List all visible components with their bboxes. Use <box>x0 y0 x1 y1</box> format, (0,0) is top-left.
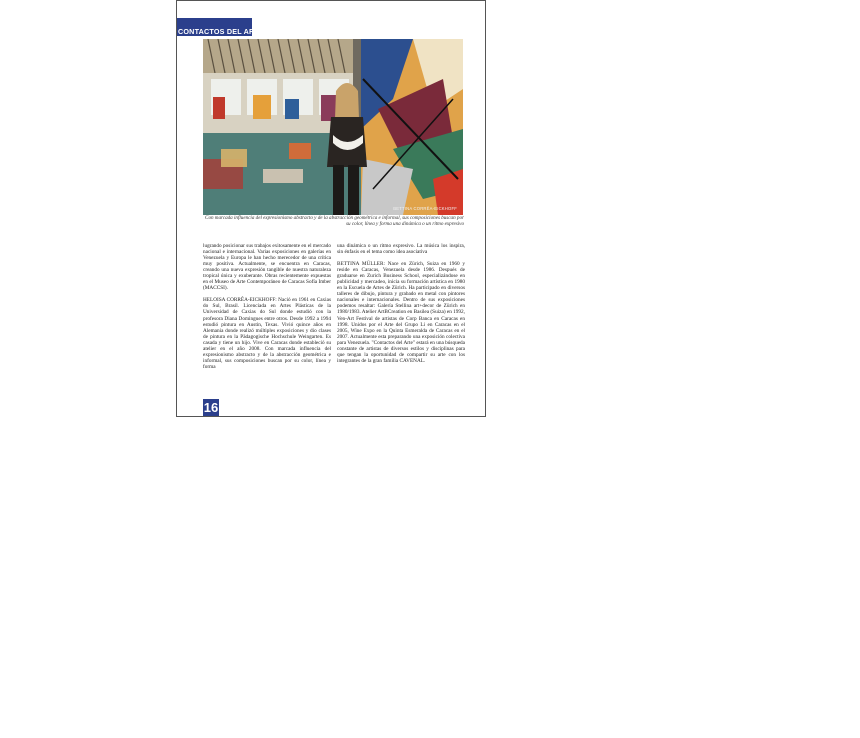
paragraph: HELOISA CORRÊA-EICKHOFF: Nació en 1961 en Caxias do Sul, Brasil. Licenciada en Artes Plásticas de la Universidad de Caxias do Sul donde estudió con la profesora Diana Domingues entre otros. Desde 1992 a 1994 estudió pintura en Austin, Texas. Vivió quince años en Alemania donde realizó múltiples exposiciones y dio clases de pintura en la Pädagogische Hochschule Weingarten. Es casada y tiene un hijo. Vive en Caracas donde estableció su atelier en el año 2008. Con marcada influencia del expresionismo abstracto y de la abstracción geométrica e informal, sus composiciones buscan por su color, línea y forma <box>203 297 331 370</box>
section-header <box>177 18 264 36</box>
paragraph: BETTINA MÜLLER: Nace en Zürich, Suiza en 1960 y reside en Caracas, Venezuela desde 1986. Después de graduarse en Zurich Business School, especializándose en publicidad y mercadeo, inicia su formación artística en 1980 en la Escuela de Artes de Zürich. Ha participado en diversos talleres de dibujo, pintura y grabado en metal con pintores nacionales e internacionales. Dentro de sus exposiciones podemos resaltar: Galería Stellina art+decor de Zürich en 1980/1983. Atelier ArtBCreation en Basilea (Suiza) en 1992, Ven-Art Festival de artistas de Corp Banca en Caracas en 1998. Unidos por el Arte del Grupo Li en Caracas en el 2005, Wine Expo en la Quinta Esmeralda de Caracas en el 2007. Actualmente esta preparando una exposición colectiva para Venezuela. "Contactos del Arte" estará en una búsqueda constante de artistas de diversos estilos y disciplinas para que tengan la oportunidad de compartir su arte con los integrantes de la gran familia CAVENAL. <box>337 261 465 364</box>
section-label: CONTACTOS DEL ARTE <box>178 27 264 36</box>
artist-photo <box>203 39 463 215</box>
photo-caption: Con marcada influencia del expresionismo abstracto y de la abstracción geométrica e informal, sus composiciones buscan por su color, línea y forma una dinámica o un ritmo expresivo <box>205 215 464 228</box>
left-column <box>203 243 331 376</box>
paragraph: una dinámica o un ritmo expresivo. La música los inspira, sin énfasis en el tema como idea asociativa <box>337 243 465 256</box>
paragraph: lugrando posicionar sus trabajos exitosamente en el mercado nacional e internacional. Varias exposiciones en galerías en Venezuela y Europa le han hecho merecedor de una crítica muy positiva. Actualmente, se encuentra en Caracas, creando una nueva expresión tangible de nuestra naturaleza tropical única y exuberante. Obras recientemente expuestas en el Museo de Arte Contemporáneo de Caracas Sofía Imber (MACCSI). <box>203 243 331 292</box>
photo-credit: BETTINA CORRÊA-EICKHOFF <box>393 206 457 211</box>
right-column <box>337 243 465 370</box>
page-number: 16 <box>203 400 219 415</box>
magazine-page <box>176 0 486 417</box>
